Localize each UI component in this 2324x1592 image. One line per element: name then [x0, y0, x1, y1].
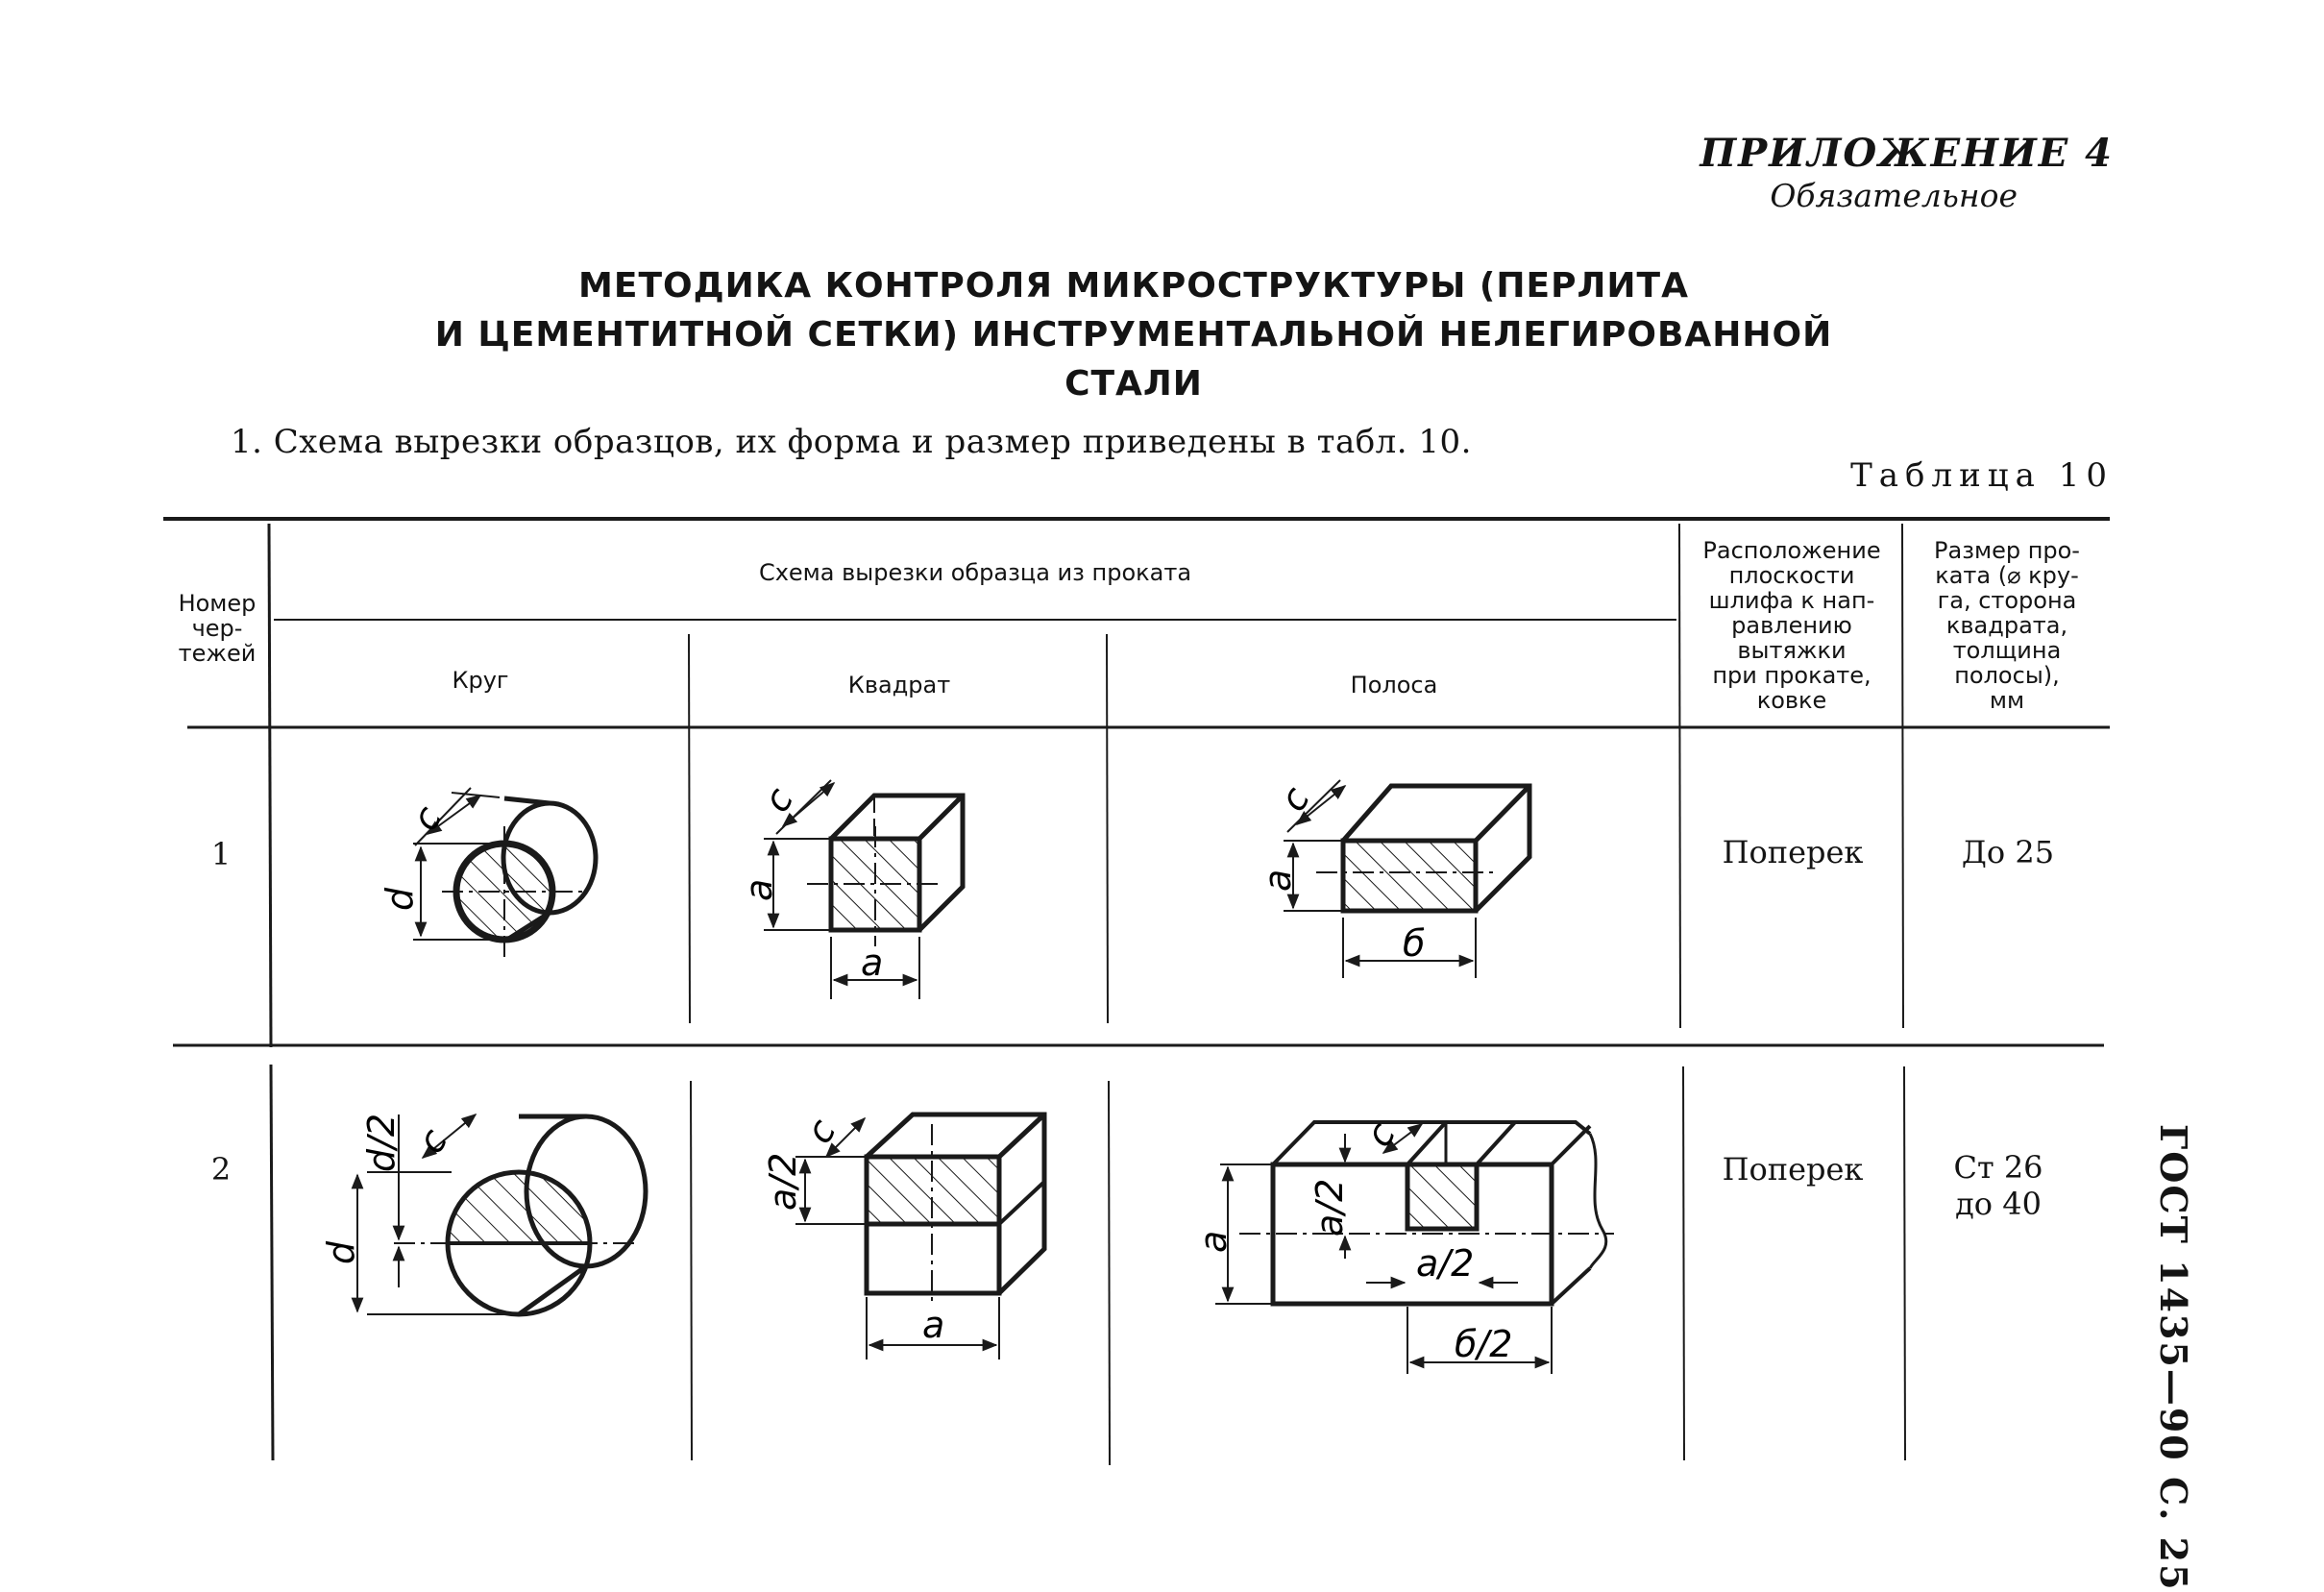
- header-number-line-1: Номер: [178, 590, 257, 617]
- drawing-strip-2: [1215, 1122, 1614, 1374]
- row-2-size-line-1: Ст 26: [1953, 1149, 2043, 1186]
- title-line-2: И ЦЕМЕНТИТНОЙ СЕТКИ) ИНСТРУМЕНТАЛЬНОЙ НЕЛЕГИРОВАННОЙ: [434, 315, 1833, 355]
- header-plane-line: ковке: [1756, 687, 1827, 714]
- header-size-line: мм: [1989, 687, 2025, 714]
- label-a-1-vertical: a: [738, 878, 780, 901]
- intro-paragraph: 1. Схема вырезки образцов, их форма и размер приведены в табл. 10.: [231, 423, 1472, 461]
- subheader-strip: Полоса: [1350, 672, 1438, 698]
- row-1-number: 1: [210, 836, 232, 872]
- label-a-half-2-strip: a/2: [1309, 1178, 1351, 1237]
- appendix-status: Обязательное: [1770, 177, 2018, 214]
- label-d-half-2: d/2: [360, 1113, 403, 1172]
- label-a-half-2-bottom: a/2: [1416, 1242, 1475, 1285]
- header-size-line: га, сторона: [1937, 587, 2077, 614]
- header-number-line-2: чер-: [191, 615, 243, 642]
- label-c-2: c: [408, 1121, 456, 1161]
- header-number-line-3: тежей: [178, 640, 257, 667]
- label-c-1: c: [403, 798, 451, 838]
- label-d-2: d: [320, 1240, 362, 1264]
- label-c-2-square: c: [797, 1112, 844, 1151]
- label-a-1-strip: a: [1257, 869, 1299, 892]
- label-a-half-2: a/2: [762, 1152, 804, 1211]
- header-size-line: полосы),: [1954, 662, 2060, 689]
- label-b-1: б: [1403, 922, 1426, 965]
- row-2-size-line-2: до 40: [1955, 1186, 2042, 1222]
- header-plane-line: Расположение: [1702, 537, 1881, 564]
- row-2-number: 2: [210, 1151, 232, 1188]
- label-d-1: d: [379, 887, 421, 911]
- title-line-1: МЕТОДИКА КОНТРОЛЯ МИКРОСТРУКТУРЫ (ПЕРЛИТА: [578, 266, 1689, 306]
- header-plane-line: при прокате,: [1712, 662, 1871, 689]
- header-plane-line: равлению: [1731, 612, 1852, 639]
- header-size-line: квадрата,: [1945, 612, 2068, 639]
- header-plane-line: вытяжки: [1737, 637, 1847, 664]
- row-1-size: До 25: [1961, 834, 2055, 870]
- row-1-plane: Поперек: [1722, 834, 1864, 870]
- drawing-round-1: [413, 788, 596, 961]
- header-size-line: Размер про-: [1934, 537, 2080, 564]
- header-plane-line: шлифа к нап-: [1708, 587, 1875, 614]
- header-plane-line: плоскости: [1728, 562, 1855, 589]
- label-c-2-strip: c: [1357, 1114, 1405, 1154]
- table-label: Таблица 10: [1850, 456, 2114, 495]
- header-scheme: Схема вырезки образца из проката: [758, 559, 1192, 586]
- label-a-2: a: [922, 1304, 945, 1346]
- title-line-3: СТАЛИ: [1064, 364, 1203, 404]
- label-c-1-square: c: [754, 780, 802, 820]
- row-2-plane: Поперек: [1722, 1151, 1864, 1188]
- appendix-label: ПРИЛОЖЕНИЕ 4: [1700, 131, 2114, 176]
- subheader-round: Круг: [452, 667, 509, 694]
- header-size-line: толщина: [1952, 637, 2062, 664]
- subheader-square: Квадрат: [847, 672, 951, 698]
- drawing-square-2: [795, 1114, 1044, 1359]
- label-a-2-strip: a: [1192, 1230, 1235, 1253]
- label-a-1: a: [861, 942, 884, 984]
- label-c-1-strip: c: [1271, 779, 1318, 819]
- header-size-line: ката (⌀ кру-: [1935, 562, 2079, 589]
- side-page-note-text: ГОСТ 1435—90 С. 25: [2152, 1124, 2195, 1592]
- label-b-half-2: б/2: [1455, 1323, 1513, 1365]
